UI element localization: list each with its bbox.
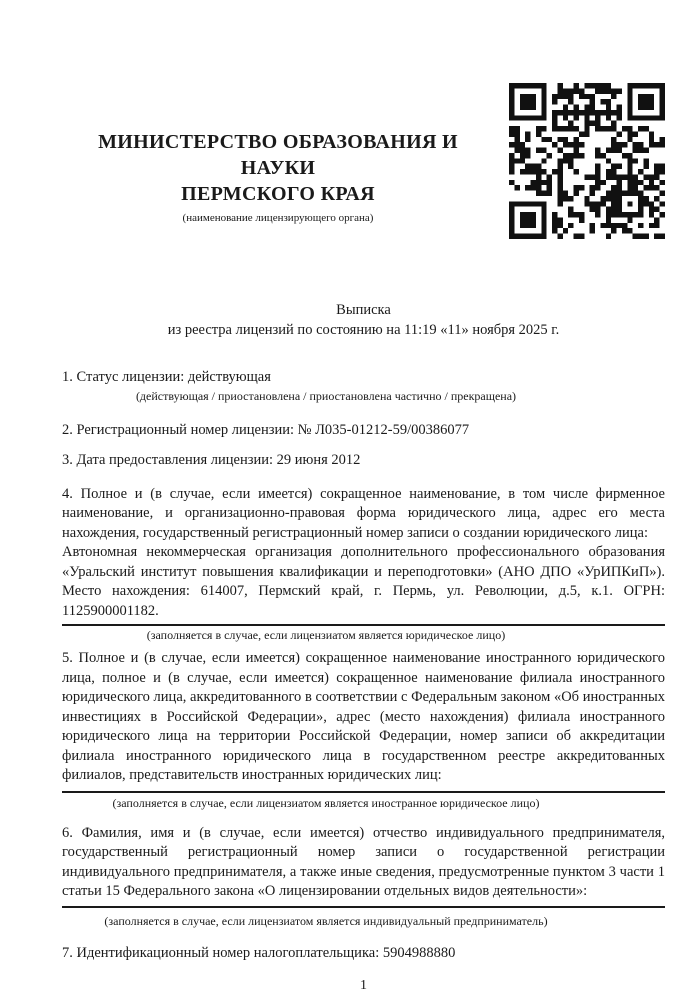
item-registration-number: 2. Регистрационный номер лицензии: № Л035-01212-59/00386077 — [62, 421, 470, 438]
item-individual-entrepreneur-question: 6. Фамилия, имя и (в случае, если имеется) отчество индивидуального предпринимателя, государственный регистрационный номер записи о государственной регистрации индивидуального предпринимателя, а также иные сведения, предусмотренные пунктом 3 части 1 статьи 15 Федерального закона «О лицензировании отдельных видов деятельности»: — [62, 824, 665, 899]
ministry-name-line1: МИНИСТЕРСТВО ОБРАЗОВАНИЯ И НАУКИ — [98, 131, 458, 179]
document-header — [62, 83, 665, 239]
item-grant-date: 3. Дата предоставления лицензии: 29 июня 2012 — [62, 452, 361, 468]
item-license-status-caption: (действующая / приостановлена / приостановлена частично / прекращена) — [135, 388, 517, 403]
fill-in-line-legal-entity — [62, 624, 665, 626]
qr-code-icon — [509, 83, 665, 239]
item-legal-entity-caption: (заполняется в случае, если лицензиатом является юридическое лицо) — [146, 628, 506, 642]
item-legal-entity-answer: Автономная некоммерческая организация дополнительного профессионального образования «Уральский институт повышения квалификации и переподготовки» (АНО ДПО «УрИПКиП»). Место нахождения: 614007, Пермский край, г. Пермь, ул. Революции, д.5, к.1. ОГРН: 1125900001182. — [62, 544, 665, 619]
fill-in-line-foreign-entity — [62, 791, 665, 793]
title-line1: Выписка — [336, 302, 391, 318]
item-individual-entrepreneur-caption: (заполняется в случае, если лицензиатом является индивидуальный предприниматель) — [104, 913, 548, 928]
licensing-authority-block — [62, 83, 494, 225]
item-legal-entity-question: 4. Полное и (в случае, если имеется) сокращенное наименование, в том числе фирменное наименование, и организационно-правовая форма юридического лица, адрес его места нахождения, государственный регистрационный номер записи о создании юридического лица: — [62, 485, 665, 541]
item-license-status: 1. Статус лицензии: действующая — [62, 369, 271, 385]
page-number: 1 — [360, 978, 367, 989]
licensing-authority-caption: (наименование лицензирующего органа) — [182, 212, 374, 224]
ministry-name — [62, 129, 494, 207]
document-title — [62, 301, 665, 340]
fill-in-line-individual-entrepreneur — [62, 906, 665, 908]
title-line2: из реестра лицензий по состоянию на 11:19 «11» ноября 2025 г. — [167, 321, 560, 338]
item-foreign-entity-caption: (заполняется в случае, если лицензиатом является иностранное юридическое лицо) — [112, 795, 540, 810]
item-foreign-entity-question: 5. Полное и (в случае, если имеется) сокращенное наименование иностранного юридического лица, полное и (в случае, если имеется) сокращенное наименование филиала иностранного юридического лица, аккредитованного в соответствии с Федеральным законом «Об иностранных инвестициях в Российской Федерации», адрес (место нахождения) филиала иностранного юридического лица на территории Российской Федерации, номер записи об аккредитации филиала иностранного юридического лица в государственном реестре аккредитованных филиалов, представительств иностранных юридических лиц: — [62, 650, 665, 783]
ministry-name-line2: ПЕРМСКОГО КРАЯ — [181, 183, 375, 205]
item-taxpayer-number: 7. Идентификационный номер налогоплательщика: 5904988880 — [62, 944, 456, 961]
